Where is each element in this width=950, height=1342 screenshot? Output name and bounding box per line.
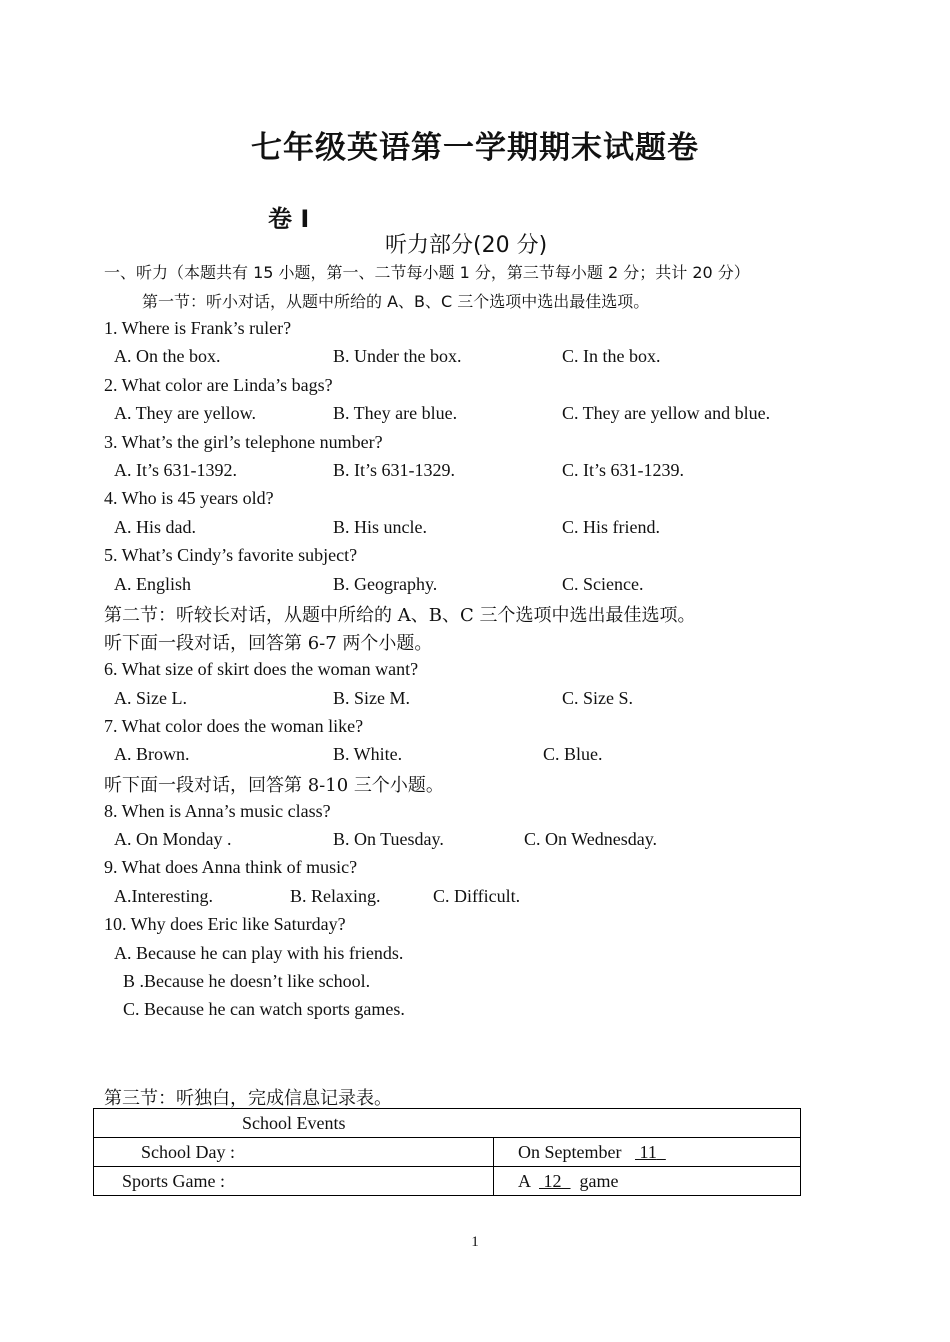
volume-label: 卷 I <box>268 205 310 233</box>
question-1: 1. Where is Frank’s ruler? <box>104 318 292 338</box>
sports-game-suffix: game <box>579 1170 619 1191</box>
question-4: 4. Who is 45 years old? <box>104 488 274 508</box>
question-5-option-a: A. English <box>114 574 192 594</box>
question-2-option-a: A. They are yellow. <box>114 403 256 423</box>
page-number: 1 <box>471 1234 479 1250</box>
question-6: 6. What size of skirt does the woman want? <box>104 659 419 679</box>
question-1-option-c: C. In the box. <box>562 346 661 366</box>
question-9-option-c: C. Difficult. <box>433 886 521 906</box>
question-6-option-a: A. Size L. <box>114 688 187 708</box>
question-10: 10. Why does Eric like Saturday? <box>104 914 346 934</box>
question-9: 9. What does Anna think of music? <box>104 857 358 877</box>
dialog2-note: 听下面一段对话，回答第 8-10 三个小题。 <box>104 775 444 796</box>
question-4-option-c: C. His friend. <box>562 517 660 537</box>
school-events-table <box>93 1108 801 1196</box>
question-4-option-a: A. His dad. <box>114 517 196 537</box>
question-10-option-a: A. Because he can play with his friends. <box>114 943 404 963</box>
question-3-option-b: B. It’s 631-1329. <box>333 460 456 480</box>
table-cell-sports-game-value <box>494 1167 801 1196</box>
question-5: 5. What’s Cindy’s favorite subject? <box>104 545 358 565</box>
table-row <box>94 1167 801 1196</box>
dialog1-note: 听下面一段对话，回答第 6-7 两个小题。 <box>104 633 433 654</box>
question-2-option-b: B. They are blue. <box>333 403 458 423</box>
question-3-option-a: A. It’s 631-1392. <box>114 460 237 480</box>
table-cell-school-day-label: School Day : <box>94 1138 494 1167</box>
question-9-option-b: B. Relaxing. <box>290 886 381 906</box>
question-8: 8. When is Anna’s music class? <box>104 801 331 821</box>
question-2-option-c: C. They are yellow and blue. <box>562 403 771 423</box>
school-day-prefix: On September <box>518 1141 622 1162</box>
question-1-option-b: B. Under the box. <box>333 346 462 366</box>
question-8-option-a: A. On Monday . <box>114 829 232 849</box>
question-5-option-b: B. Geography. <box>333 574 438 594</box>
table-header: School Events <box>94 1109 801 1138</box>
question-2: 2. What color are Linda’s bags? <box>104 375 333 395</box>
table-row <box>94 1138 801 1167</box>
question-10-option-b: B .Because he doesn’t like school. <box>123 971 371 991</box>
question-5-option-c: C. Science. <box>562 574 644 594</box>
table-cell-sports-game-label: Sports Game : <box>94 1167 494 1196</box>
part-title: 听力部分(20 分) <box>385 233 548 258</box>
question-8-option-b: B. On Tuesday. <box>333 829 444 849</box>
page-title: 七年级英语第一学期期末试题卷 <box>251 130 699 166</box>
question-9-option-a: A.Interesting. <box>114 886 213 906</box>
question-6-option-c: C. Size S. <box>562 688 634 708</box>
question-7-option-b: B. White. <box>333 744 403 764</box>
table-cell-school-day-value <box>494 1138 801 1167</box>
answer-blank-11: 11 <box>639 1141 657 1162</box>
section-intro: 一、听力（本题共有 15 小题，第一、二节每小题 1 分，第三节每小题 2 分；共计 20 分） <box>104 263 750 282</box>
answer-blank-12: 12 <box>543 1170 562 1191</box>
question-3-option-c: C. It’s 631-1239. <box>562 460 685 480</box>
question-7: 7. What color does the woman like? <box>104 716 364 736</box>
section1-title: 第一节：听小对话，从题中所给的 A、B、C 三个选项中选出最佳选项。 <box>142 292 650 311</box>
section2-title: 第二节：听较长对话，从题中所给的 A、B、C 三个选项中选出最佳选项。 <box>104 605 696 626</box>
question-3: 3. What’s the girl’s telephone number? <box>104 432 383 452</box>
question-7-option-c: C. Blue. <box>543 744 603 764</box>
question-7-option-a: A. Brown. <box>114 744 190 764</box>
table-row <box>94 1109 801 1138</box>
question-4-option-b: B. His uncle. <box>333 517 427 537</box>
question-6-option-b: B. Size M. <box>333 688 411 708</box>
section3-title: 第三节：听独白，完成信息记录表。 <box>104 1088 392 1109</box>
question-8-option-c: C. On Wednesday. <box>524 829 658 849</box>
sports-game-prefix: A <box>518 1170 531 1191</box>
question-10-option-c: C. Because he can watch sports games. <box>123 999 405 1019</box>
question-1-option-a: A. On the box. <box>114 346 221 366</box>
